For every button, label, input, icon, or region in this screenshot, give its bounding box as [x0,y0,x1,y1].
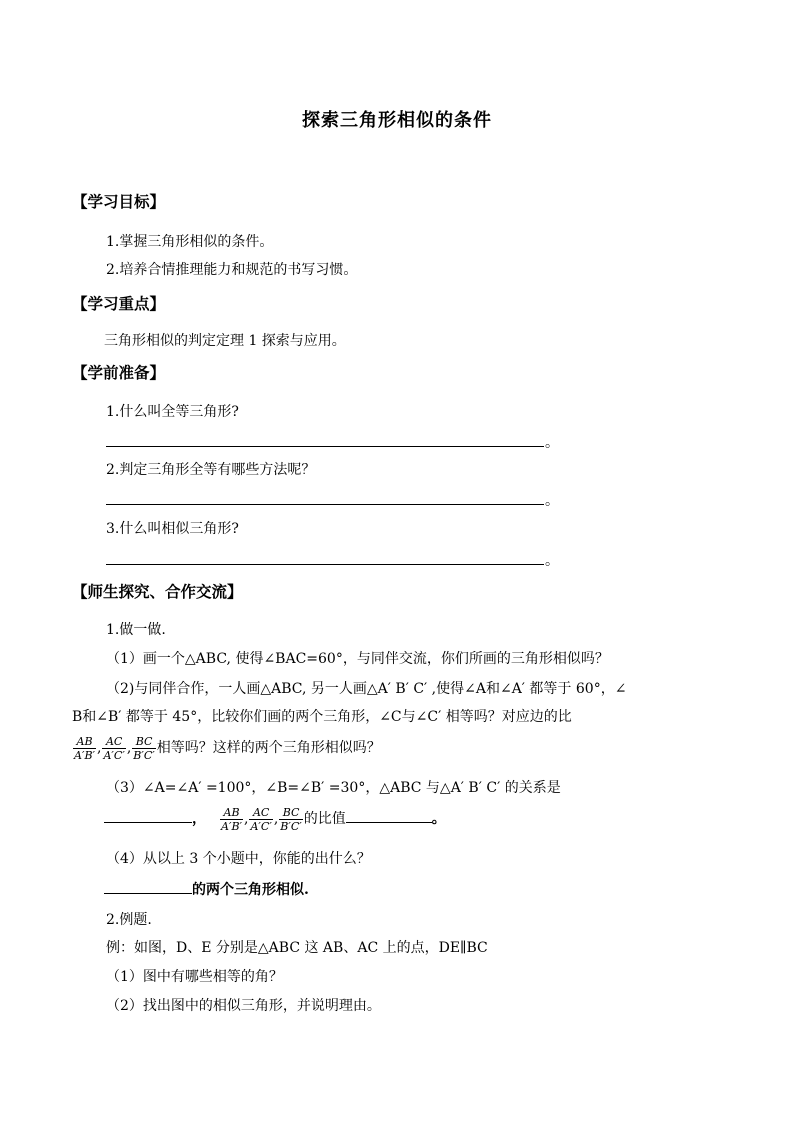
fraction-denominator: A′C′ [103,748,125,762]
fraction-numerator: BC [279,806,303,820]
fraction-denominator: A′B′ [74,748,96,762]
answer-blank-ratio[interactable] [346,808,432,823]
example-question-1: （1）图中有哪些相等的角？ [106,969,283,985]
prep-question-1: 1.什么叫全等三角形? [106,404,239,420]
fraction-denominator: A′C′ [250,819,272,833]
prep-question-3: 3.什么叫相似三角形? [106,521,239,537]
question-2-line-3 [72,729,381,767]
fraction-denominator: A′B′ [221,819,243,833]
heading-prep: 【学前准备】 [72,363,166,382]
fraction-separator: , [244,811,249,827]
focus-text: 三角形相似的判定定理 1 探索与应用。 [104,333,346,349]
period: 。 [545,435,559,451]
heading-goals: 【学习目标】 [72,192,166,211]
question-1: （1）画一个△ABC, 使得∠BAC=60°，与同伴交流，你们所画的三角形相似吗？ [106,651,609,667]
heading-explore: 【师生探究、合作交流】 [72,582,243,601]
answer-blank-conclusion[interactable] [104,879,192,894]
fraction-denominator: B′C′ [280,819,302,833]
question-3-line-1: （3）∠A=∠A′ =100°，∠B=∠B′ =30°，△ABC 与△A′ B′ C′ 的关系是 [106,780,561,796]
fraction-bc [279,806,303,833]
question-2-line-2: B和∠B′ 都等于 45°，比较你们画的两个三角形，∠C与∠C′ 相等吗？对应边的比 [72,709,572,725]
fraction-numerator: BC [132,735,156,749]
example-question-2: （2）找出图中的相似三角形，并说明理由。 [106,998,381,1014]
fraction-bc [132,735,156,762]
question-4-answer [104,879,309,900]
question-3-line-2 [104,800,446,838]
fraction-denominator: B′C′ [133,748,155,762]
prep-question-2: 2.判定三角形全等有哪些方法呢？ [106,462,316,478]
fraction-numerator: AB [73,735,96,749]
fraction-ab [220,806,243,833]
example-statement: 例：如图，D、E 分别是△ABC 这 AB、AC 上的点，DE∥BC [106,940,488,956]
fraction-separator: , [126,740,132,756]
fraction-numerator: AC [249,806,272,820]
question-4: （4）从以上 3 个小题中，你能的出什么？ [106,851,371,867]
question-2-suffix: 相等吗？这样的两个三角形相似吗？ [156,740,381,756]
answer-blank-relation[interactable] [104,808,192,823]
fraction-numerator: AB [220,806,243,820]
ratio-label: 的比值 [303,811,346,827]
answer-blank-1[interactable] [106,446,544,447]
fraction-ac [249,806,272,833]
heading-focus: 【学习重点】 [72,294,166,313]
page-title: 探索三角形相似的条件 [302,110,492,131]
answer-blank-2[interactable] [106,504,544,505]
fraction-separator: , [273,811,279,827]
explore-step-1-title: 1.做一做. [106,622,166,638]
fraction-ab [73,735,96,762]
fraction-separator: , [97,740,102,756]
goal-item-2: 2.培养合情推理能力和规范的书写习惯。 [106,262,358,278]
conclusion-text: 的两个三角形相似. [192,882,309,898]
goal-item-1: 1.掌握三角形相似的条件。 [106,234,274,250]
explore-step-2-title: 2.例题. [106,912,152,928]
comma: ， [192,811,206,827]
period: 。 [431,811,446,827]
answer-blank-3[interactable] [106,564,544,565]
period: 。 [545,553,559,569]
question-2-line-1: （2)与同伴合作，一人画△ABC, 另一人画△A′ B′ C′ ,使得∠A和∠A′ 都等于 60°，∠ [106,681,627,697]
fraction-ac [102,735,125,762]
period: 。 [545,493,559,509]
fraction-numerator: AC [102,735,125,749]
